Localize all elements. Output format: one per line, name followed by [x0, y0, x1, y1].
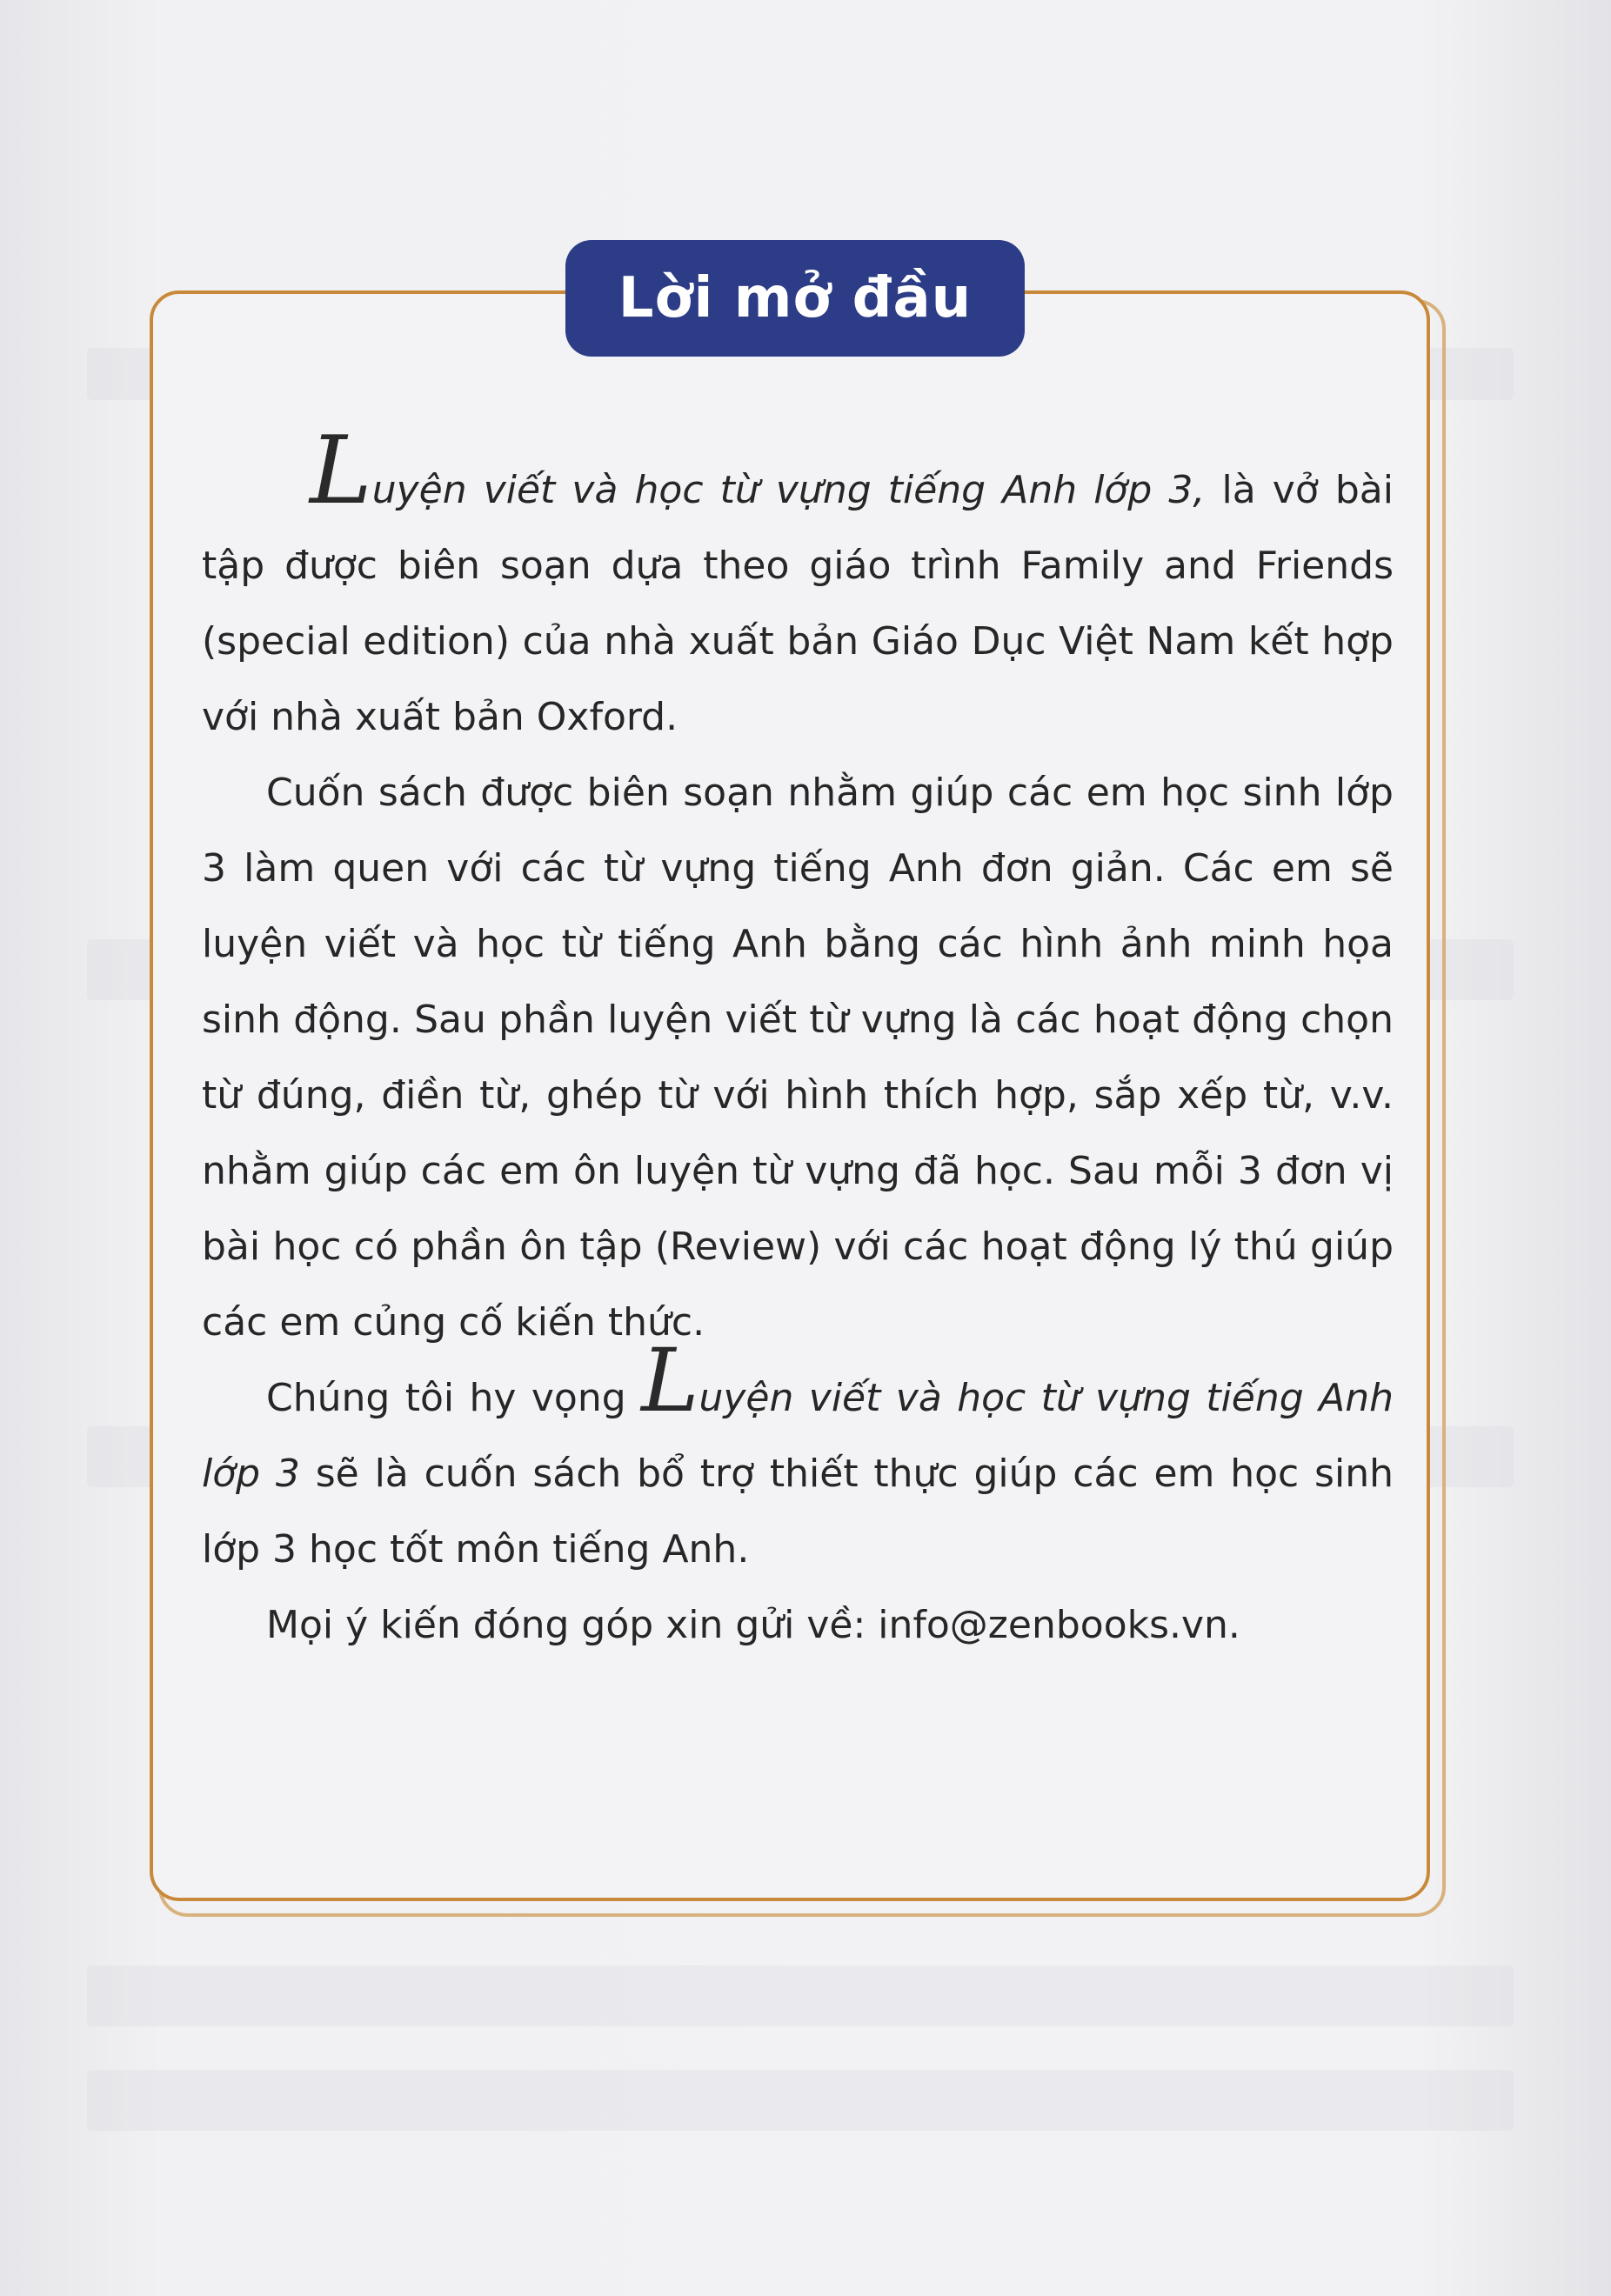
paragraph-1-text: là vở bài tập được biên soạn dựa theo giáo trình Family and Friends (special edition) của nhà xuất bản Giáo Dục Việt Nam kết hợp với nhà xuất bản Oxford. [202, 468, 1394, 739]
show-through-band [87, 2070, 1514, 2131]
page-title: Lời mở đầu [618, 266, 973, 330]
paragraph-2 [202, 755, 1394, 1360]
preface-body [202, 417, 1394, 1663]
title-banner [565, 240, 1025, 357]
paragraph-3-suffix: sẽ là cuốn sách bổ trợ thiết thực giúp các em học sinh lớp 3 học tốt môn tiếng Anh. [202, 1452, 1394, 1572]
drop-cap: L [310, 417, 372, 525]
inline-cap: L [641, 1330, 699, 1432]
book-title: uyện viết và học từ vựng tiếng Anh lớp 3, [371, 468, 1206, 512]
paragraph-2-text: Cuốn sách được biên soạn nhằm giúp các em học sinh lớp 3 làm quen với các từ vựng tiếng Anh đơn giản. Các em sẽ luyện viết và học từ tiếng Anh bằng các hình ảnh minh họa sinh động. Sau phần luyện viết từ vựng là các hoạt động chọn từ đúng, điền từ, ghép từ với hình thích hợp, sắp xếp từ, v.v. nhằm giúp các em ôn luyện từ vựng đã học. Sau mỗi 3 đơn vị bài học có phần ôn tập (Review) với các hoạt động lý thú giúp các em củng cố kiến thức. [202, 771, 1394, 1345]
book-title-2: uyện viết và học từ vựng tiếng Anh lớp 3 [202, 1376, 1394, 1496]
paragraph-3-prefix: Chúng tôi hy vọng [266, 1376, 642, 1420]
paragraph-3 [202, 1330, 1394, 1587]
paragraph-4 [202, 1587, 1394, 1663]
paragraph-1 [202, 417, 1394, 755]
contact-text: Mọi ý kiến đóng góp xin gửi về: info@zenbooks.vn. [266, 1603, 1240, 1647]
show-through-band [87, 1966, 1514, 2026]
